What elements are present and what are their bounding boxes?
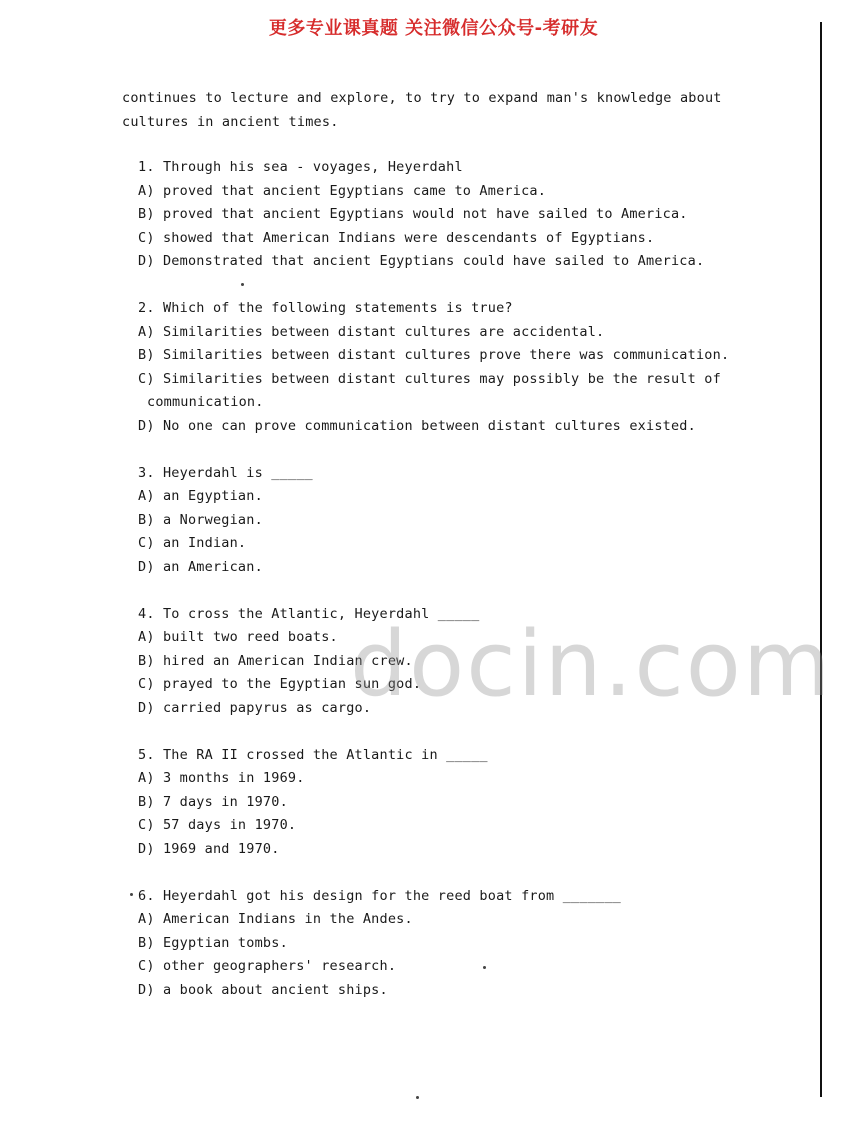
option-d: D) No one can prove communication between distant cultures existed. bbox=[138, 417, 696, 434]
question-1 bbox=[138, 156, 738, 274]
question-stem: 4. To cross the Atlantic, Heyerdahl _____ bbox=[138, 605, 480, 622]
option-b: B) a Norwegian. bbox=[138, 511, 263, 528]
option-a: A) an Egyptian. bbox=[138, 488, 263, 504]
option-a: A) built two reed boats. bbox=[138, 629, 338, 645]
option-c: C) 57 days in 1970. bbox=[138, 817, 297, 833]
option-b: B) Similarities between distant cultures prove there was communication. bbox=[138, 347, 730, 363]
scan-speck bbox=[130, 893, 133, 896]
option-c: C) showed that American Indians were descendants of Egyptians. bbox=[138, 229, 655, 246]
option-d: D) a book about ancient ships. bbox=[138, 981, 388, 998]
scan-speck bbox=[241, 283, 244, 286]
option-c: C) prayed to the Egyptian sun god. bbox=[138, 676, 422, 692]
option-d: D) 1969 and 1970. bbox=[138, 840, 280, 857]
question-2 bbox=[138, 297, 738, 438]
option-c-continued: communication. bbox=[147, 394, 264, 410]
question-stem: 6. Heyerdahl got his design for the reed boat from _______ bbox=[138, 887, 622, 904]
question-6 bbox=[138, 885, 738, 1003]
option-d: D) an American. bbox=[138, 558, 263, 575]
intro-line: cultures in ancient times. bbox=[122, 113, 339, 130]
option-d: D) carried papyrus as cargo. bbox=[138, 699, 372, 716]
option-b: B) 7 days in 1970. bbox=[138, 793, 288, 810]
option-c: C) an Indian. bbox=[138, 535, 247, 551]
question-stem: 2. Which of the following statements is true? bbox=[138, 300, 513, 316]
option-b: B) hired an American Indian crew. bbox=[138, 652, 413, 669]
option-c: C) Similarities between distant cultures may possibly be the result of bbox=[138, 370, 721, 387]
page-edge-rule bbox=[820, 22, 822, 1097]
option-b: B) proved that ancient Egyptians would not have sailed to America. bbox=[138, 206, 688, 222]
question-3 bbox=[138, 462, 738, 580]
option-a: A) Similarities between distant cultures are accidental. bbox=[138, 323, 605, 340]
option-d: D) Demonstrated that ancient Egyptians could have sailed to America. bbox=[138, 253, 705, 269]
intro-paragraph bbox=[122, 87, 732, 134]
scan-speck bbox=[416, 1096, 419, 1099]
option-a: A) American Indians in the Andes. bbox=[138, 911, 413, 927]
intro-line: continues to lecture and explore, to try to expand man's knowledge about bbox=[122, 90, 722, 106]
option-a: A) proved that ancient Egyptians came to America. bbox=[138, 182, 547, 199]
option-a: A) 3 months in 1969. bbox=[138, 770, 305, 786]
option-c: C) other geographers' research. bbox=[138, 958, 397, 974]
watermark: docin.com bbox=[350, 612, 833, 717]
question-stem: 5. The RA II crossed the Atlantic in _____ bbox=[138, 746, 488, 763]
question-stem: 3. Heyerdahl is _____ bbox=[138, 464, 313, 481]
header-banner: 更多专业课真题 关注微信公众号-考研友 bbox=[268, 18, 599, 39]
question-stem: 1. Through his sea - voyages, Heyerdahl bbox=[138, 159, 463, 175]
question-list bbox=[138, 156, 738, 1026]
scan-speck bbox=[483, 966, 486, 969]
question-5 bbox=[138, 744, 738, 862]
option-b: B) Egyptian tombs. bbox=[138, 934, 288, 951]
